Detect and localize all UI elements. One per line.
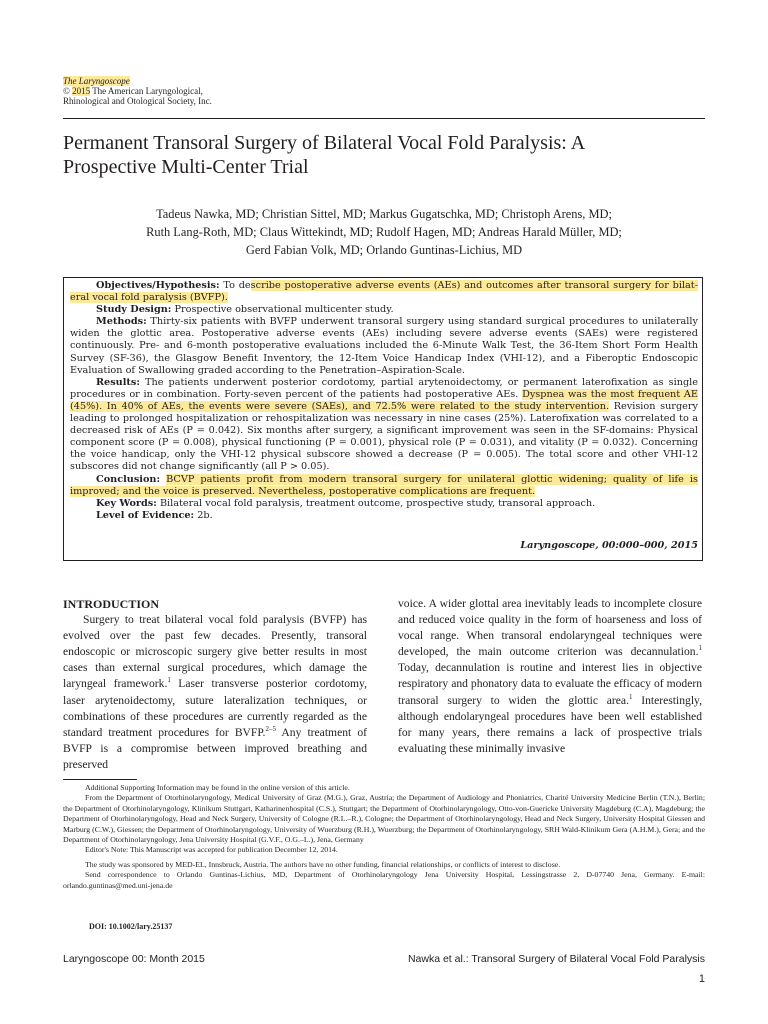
reference-4: 1	[628, 692, 633, 701]
intro-text-4: voice. A wider glottal area inevitably leads to incomplete closure and reduced voice quality in the form of hoarseness and loss of vocal range. When transoral endolaryngeal techniques were developed, the main outcome criterion was decannulation.	[398, 597, 702, 659]
abstract-keywords	[70, 498, 698, 510]
design-text: Prospective observational multicenter study.	[174, 304, 394, 316]
abstract-results	[70, 377, 698, 474]
objectives-label: Objectives/Hypothesis:	[96, 280, 220, 291]
footnote-supporting: Additional Supporting Information may be found in the online version of this article.	[85, 783, 350, 792]
footnote-affiliations: From the Department of Otorhinolaryngology, Medical University of Graz (M.G.), Graz, Austria; the Department of Audiology and Phoniatrics, Charité University Medicine Berlin (T.N.), Berlin; the Department of Otorhinolaryngology, Klinikum Stuttgart, Katharinenhospital (C.S.), Stuttgart; the Department of Otorhinolaryngology, Otto-von-Guericke University Magdeburg (C.A), Magdeburg; the Department of Otorhinolaryngology, Head and Neck Surgery, University of Cologne (R.L.–R.), Cologne; the Department of Otorhinolaryngology, Head and Neck Surgery, University Hospital Giessen and Marburg (C.W.), Giessen; the Department of Otorhinolaryngology, University of Wuerzburg (R.H.), Wuerzburg; the Department of Otorhinolaryngology, SRH Wald-Klinikum Gera (A.H.M.), Gera; and the Department of Otorhinolaryngology, Jena University Hospital (G.V.F., O.G.–L.), Jena, Germany	[63, 793, 705, 845]
results-label: Results:	[96, 376, 140, 388]
intro-text-2: Laser transverse posterior cordotomy, laser arytenoidectomy, suture lateralization techniques, or combinations of these procedures are currently regarded as the standard treatment procedures for BVFP.	[63, 677, 367, 739]
evidence-label: Level of Evidence:	[96, 509, 195, 521]
conclusion-label: Conclusion:	[96, 473, 161, 485]
footnote-correspondence: Send correspondence to Orlando Guntinas-Lichius, MD, Department of Otorhinolaryngology Jena University Hospital, Lessingstrasse 2, D-07740 Jena, Germany. E-mail: orlando.guntinas@med.uni-jena.de	[63, 870, 705, 890]
objectives-text-b: scribe postoperative adverse events (AEs) and outcomes after transoral surgery for bilat-	[250, 280, 698, 291]
abstract-design	[70, 304, 698, 316]
objectives-text-a: To de	[223, 280, 251, 291]
design-label: Study Design:	[96, 304, 172, 316]
conclusion-text: BCVP patients profit from modern transoral surgery for unilateral glottic widening; quality of life is improved; and the voice is preserved. Nevertheless, postoperative complications are frequent.	[70, 473, 698, 497]
footer-running-title: Nawka et al.: Transoral Surgery of Bilateral Vocal Fold Paralysis	[407, 953, 705, 965]
copyright-symbol: ©	[63, 86, 70, 96]
society-name: The American Laryngological,	[92, 86, 203, 96]
methods-text: Thirty-six patients with BVFP underwent transoral surgery using standard surgical procedures to unilaterally widen the glottic area. Postoperative adverse events (AEs) including severe adverse events (SAEs) were registered continuously. Pre- and 6-month postoperative evaluations included the 6-Minute Walk Test, the 36-Item Short Form Health Survey (SF-36), the Glasgow Benefit Inventory, the 12-Item Voice Handicap Index (VHI-12), and a Fiberoptic Endoscopic Evaluation of Swallowing graded according to the Penetration–Aspiration-Scale.	[70, 316, 698, 376]
objectives-text-c: eral vocal fold paralysis (BVFP).	[70, 292, 228, 304]
page-number: 1	[698, 973, 705, 985]
authors-line-2: Ruth Lang-Roth, MD; Claus Wittekindt, MD; Rudolf Hagen, MD; Andreas Harald Müller, MD;	[146, 225, 622, 239]
abstract-objectives	[70, 280, 698, 304]
abstract-conclusion	[70, 474, 698, 498]
doi: DOI: 10.1002/lary.25137	[89, 922, 173, 931]
intro-paragraph-left	[63, 612, 367, 773]
author-list	[63, 205, 705, 259]
keywords-text: Bilateral vocal fold paralysis, treatment outcome, prospective study, transoral approach.	[159, 497, 596, 509]
journal-citation: Laryngoscope, 00:000–000, 2015	[520, 540, 698, 551]
results-text-b: Revision surgery leading to prolonged hospitalization or rehospitalization was necessary in nine cases (25%). Laterofixation was correlated to a decreased risk of AEs (P = 0.042). Six months after surgery, a significant improvement was seen in the SF-domains: Physical component score (P = 0.008), physical functioning (P = 0.001), physical role (P = 0.031), and vitality (P = 0.032). Concerning the voice handicap, only the VHI-12 physical subscore showed a decrease (P = 0.005). The total score and other VHI-12 subscores did not change significantly (all P > 0.05).	[70, 400, 698, 473]
journal-header	[63, 76, 212, 106]
evidence-text: 2b.	[197, 509, 213, 521]
intro-text-5: Today, decannulation is routine and interest lies in objective respiratory and phonatory data to evaluate the efficacy of modern transoral surgery to widen the glottic area.	[398, 661, 702, 707]
title-line-1: Permanent Transoral Surgery of Bilateral Vocal Fold Paralysis: A	[63, 132, 586, 154]
footnote-sponsor: The study was sponsored by MED-EL, Innsbruck, Austria. The authors have no other funding, financial relationships, or conflicts of interest to disclose.	[85, 859, 561, 869]
intro-paragraph-right	[398, 596, 702, 757]
intro-text-1: Surgery to treat bilateral vocal fold paralysis (BVFP) has evolved over the past few decades. Presently, transoral endoscopic or microscopic surgery give better results in most cases than external surgical procedures, which damage the laryngeal framework.	[63, 613, 367, 691]
article-title	[63, 131, 703, 179]
footnote-rule	[63, 779, 137, 780]
reference-3: 1	[698, 644, 702, 653]
keywords-label: Key Words:	[96, 497, 157, 509]
copyright-year: 2015	[72, 86, 91, 96]
results-highlight: Dyspnea was the most frequent AE (45%). In 40% of AEs, the events were severe (SAEs), and 72.5% were related to the study intervention.	[70, 388, 698, 412]
body-column-left	[63, 596, 367, 773]
intro-text-6: Interestingly, although endolaryngeal procedures have been well established for many years, there remains a lack of prospective trials evaluating these minimally invasive	[398, 693, 702, 755]
society-name-2: Rhinological and Otological Society, Inc.	[63, 96, 212, 106]
journal-name: The Laryngoscope	[63, 76, 130, 86]
footer-journal-issue: Laryngoscope 00: Month 2015	[63, 953, 205, 965]
reference-2: 2–5	[265, 724, 276, 733]
abstract-methods	[70, 316, 698, 376]
body-column-right	[398, 596, 702, 757]
section-heading-introduction: INTRODUCTION	[63, 597, 160, 611]
authors-line-1: Tadeus Nawka, MD; Christian Sittel, MD; Markus Gugatschka, MD; Christoph Arens, MD;	[156, 207, 612, 221]
title-line-2: Prospective Multi-Center Trial	[63, 156, 309, 178]
methods-label: Methods:	[96, 316, 147, 328]
abstract-evidence	[70, 510, 698, 522]
title-rule	[63, 118, 705, 119]
abstract	[70, 280, 698, 522]
authors-line-3: Gerd Fabian Volk, MD; Orlando Guntinas-Lichius, MD	[245, 243, 523, 257]
results-text-a: The patients underwent posterior cordotomy, partial arytenoidectomy, or permanent laterofixation as single procedures or in combination. Forty-seven percent of the patients had postoperative AEs.	[70, 376, 698, 400]
footnote-editor-note: Editor's Note: This Manuscript was accepted for publication December 12, 2014.	[85, 845, 338, 855]
reference-1: 1	[167, 676, 171, 685]
footnotes	[63, 783, 705, 891]
intro-text-3: Any treatment of BVFP is a compromise between improved breathing and preserved	[63, 725, 367, 771]
